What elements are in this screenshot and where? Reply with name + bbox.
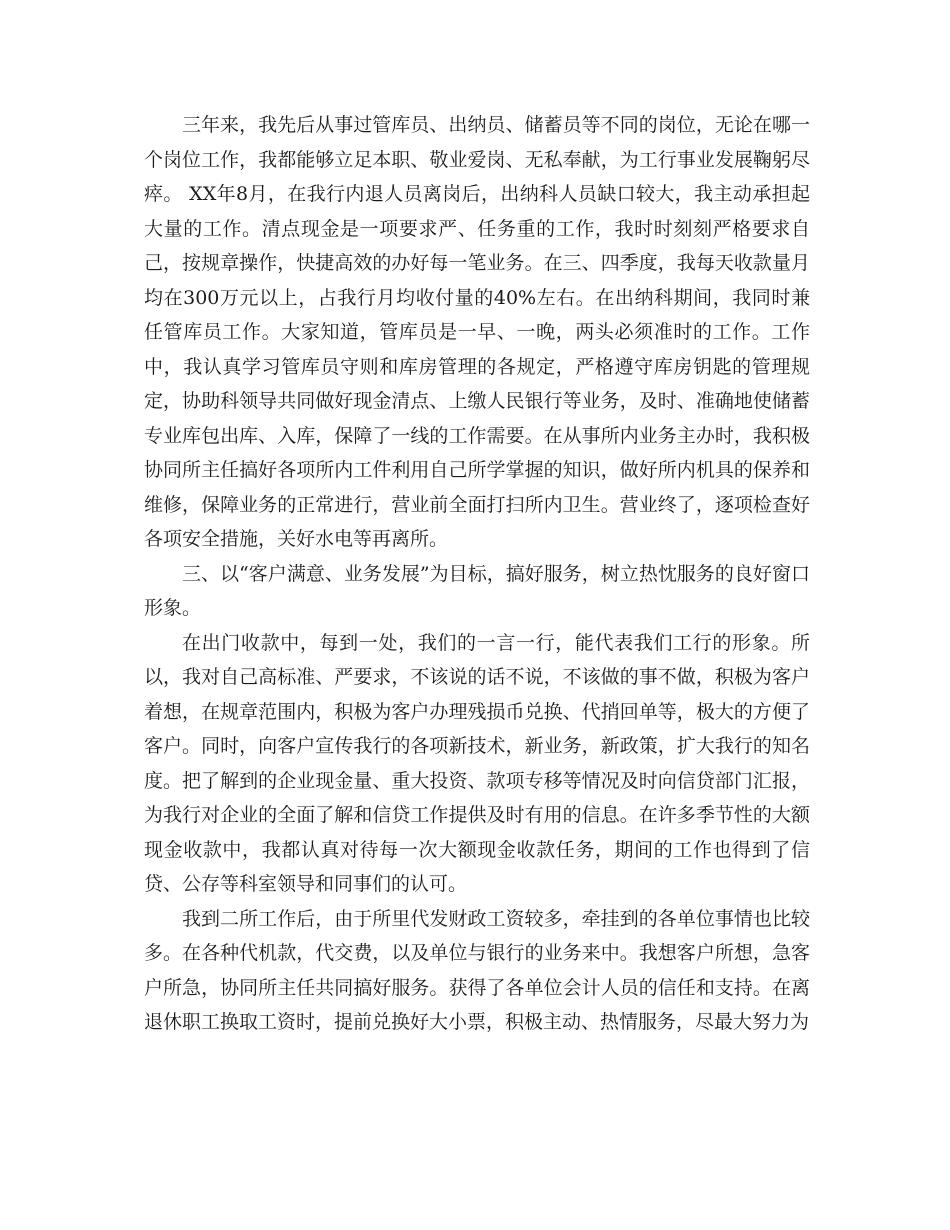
paragraph-second-office: 我到二所工作后，由于所里代发财政工资较多，牵挂到的各单位事情也比较多。在各种代机款，代交费，以及单位与银行的业务来中。我想客户所想，急客户所急，协同所主任共同搞好服务。获得了各单位会计人员的信任和支持。在离退休职工换取工资时，提前兑换好大小票，积极主动、热情服务，尽最大努力为 [144,907,810,1033]
paragraph-customer-service: 在出门收款中，每到一处，我们的一言一行，能代表我们工行的形象。所以，我对自己高标准、严要求，不该说的话不说，不该做的事不做，积极为客户着想，在规章范围内，积极为客户办理残损币兑换、代捎回单等，极大的方便了客户。同时，向客户宣传我行的各项新技术，新业务，新政策，扩大我行的知名度。把了解到的企业现金量、重大投资、款项专移等情况及时向信贷部门汇报，为我行对企业的全面了解和信贷工作提供及时有用的信息。在许多季节性的大额现金收款中，我都认真对待每一次大额现金收款任务，期间的工作也得到了信贷、公存等科室领导和同事们的认可。 [144,631,810,895]
document-page [144,108,810,1040]
paragraph-positions-history: 三年来，我先后从事过管库员、出纳员、储蓄员等不同的岗位，无论在哪一个岗位工作，我都能够立足本职、敬业爱岗、无私奉献，为工行事业发展鞠躬尽瘁。 XX年8月，在我行内退人员离岗后，出纳科人员缺口较大，我主动承担起大量的工作。清点现金是一项要求严、任务重的工作，我时时刻刻严格要求自己，按规章操作，快捷高效的办好每一笔业务。在三、四季度，我每天收款量月均在300万元以上，占我行月均收付量的40%左右。在出纳科期间，我同时兼任管库员工作。大家知道，管库员是一早、一晚，两头必须准时的工作。工作中，我认真学习管库员守则和库房管理的各规定，严格遵守库房钥匙的管理规定，协助科领导共同做好现金清点、上缴人民银行等业务，及时、准确地使储蓄专业库包出库、入库，保障了一线的工作需要。在从事所内业务主办时，我积极协同所主任搞好各项所内工件利用自己所学掌握的知识，做好所内机具的保养和维修，保障业务的正常进行，营业前全面打扫所内卫生。营业终了，逐项检查好各项安全措施，关好水电等再离所。 [144,114,810,550]
paragraph-section-three-heading: 三、以“客户满意、业务发展”为目标，搞好服务，树立热忱服务的良好窗口形象。 [144,562,810,619]
